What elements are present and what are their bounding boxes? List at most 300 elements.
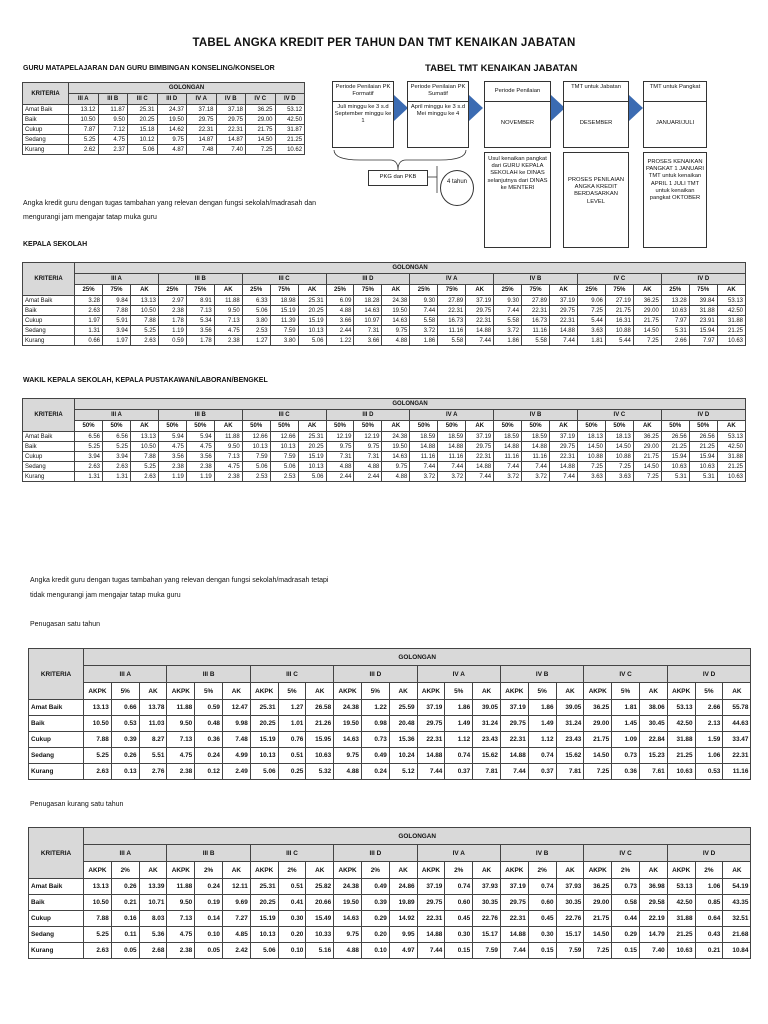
- table-cell: 7.88: [130, 316, 158, 326]
- table-cell: 2.63: [130, 472, 158, 482]
- criteria-label: Baik: [29, 895, 84, 911]
- table-cell: 9.50: [98, 115, 128, 125]
- table-cell: 5.58: [522, 336, 550, 346]
- subcolumn-header: AKPK: [417, 683, 445, 700]
- table-cell: 7.88: [130, 452, 158, 462]
- table-cell: 9.75: [334, 748, 362, 764]
- table-cell: 25.31: [250, 700, 278, 716]
- table-cell: 14.88: [466, 462, 494, 472]
- table-cell: 1.81: [577, 336, 605, 346]
- grade-header: IV D: [661, 410, 745, 421]
- table-cell: 42.50: [717, 306, 745, 316]
- pkg-pkb-box: PKG dan PKB: [368, 170, 428, 186]
- section-kurang-tahun-title: Penugasan kurang satu tahun: [30, 801, 124, 808]
- table-cell: 14.92: [389, 911, 417, 927]
- table-cell: 29.75: [550, 442, 578, 452]
- table-cell: 0.45: [528, 911, 556, 927]
- table-cell: 53.13: [717, 296, 745, 306]
- table-cell: 18.59: [494, 432, 522, 442]
- grade-header: IV C: [584, 666, 667, 683]
- table-cell: 1.86: [494, 336, 522, 346]
- table-cell: 0.45: [445, 911, 473, 927]
- table-cell: 1.27: [278, 700, 306, 716]
- table-cell: 1.31: [75, 326, 103, 336]
- table-cell: 3.63: [577, 472, 605, 482]
- table-cell: 7.25: [577, 462, 605, 472]
- table-cell: 3.66: [326, 316, 354, 326]
- grade-header: III A: [75, 274, 159, 285]
- table-row: [23, 105, 305, 115]
- table-row: [23, 326, 746, 336]
- table-cell: 22.31: [550, 452, 578, 462]
- subcolumn-header: AKPK: [250, 683, 278, 700]
- table-cell: 15.19: [298, 316, 326, 326]
- flow-box-tmt-jabatan: [563, 81, 629, 148]
- table-cell: 21.25: [717, 462, 745, 472]
- subcolumn-header: AK: [306, 683, 334, 700]
- table-cell: 42.50: [667, 895, 695, 911]
- table-cell: 2.37: [98, 145, 128, 155]
- table-cell: 22.31: [187, 125, 217, 135]
- table-cell: 4.88: [326, 306, 354, 316]
- subcolumn-header: 75%: [354, 285, 382, 296]
- table-cell: 3.72: [494, 326, 522, 336]
- table-cell: 9.50: [214, 306, 242, 316]
- grade-header: III A: [75, 410, 159, 421]
- subcolumn-header: AK: [298, 285, 326, 296]
- table-cell: 10.12: [128, 135, 158, 145]
- table-cell: 9.69: [222, 895, 250, 911]
- table-cell: 18.98: [270, 296, 298, 306]
- table-cell: 37.19: [417, 700, 445, 716]
- table-cell: 26.56: [689, 432, 717, 442]
- criteria-label: Sedang: [23, 326, 75, 336]
- subcolumn-header: AKPK: [84, 683, 112, 700]
- table-cell: 15.62: [556, 748, 584, 764]
- table-cell: 30.35: [473, 895, 501, 911]
- table-cell: 21.68: [723, 927, 751, 943]
- table-cell: 24.38: [382, 296, 410, 306]
- table-cell: 7.81: [473, 764, 501, 780]
- table-cell: 7.25: [584, 943, 612, 959]
- table-cell: 1.78: [186, 336, 214, 346]
- subcolumn-header: AKPK: [250, 862, 278, 879]
- table-cell: 5.58: [494, 316, 522, 326]
- subcolumn-header: AK: [550, 285, 578, 296]
- table-cell: 21.75: [584, 732, 612, 748]
- table-cell: 10.71: [139, 895, 167, 911]
- table-cell: 2.44: [326, 472, 354, 482]
- table-cell: 7.88: [84, 732, 112, 748]
- table-cell: 0.74: [528, 879, 556, 895]
- table-cell: 0.51: [278, 748, 306, 764]
- grade-header: III B: [98, 94, 128, 105]
- grade-header: IV B: [216, 94, 246, 105]
- table-cell: 2.97: [158, 296, 186, 306]
- table-cell: 10.50: [84, 716, 112, 732]
- table-cell: 29.75: [466, 442, 494, 452]
- table-cell: 29.00: [633, 306, 661, 316]
- subcolumn-header: AKPK: [584, 862, 612, 879]
- subcolumn-header: AK: [556, 683, 584, 700]
- table-cell: 0.36: [612, 764, 640, 780]
- table-cell: 14.88: [550, 462, 578, 472]
- table-cell: 7.13: [167, 911, 195, 927]
- table-cell: 7.44: [550, 472, 578, 482]
- table-cell: 13.13: [130, 296, 158, 306]
- table-cell: 4.85: [222, 927, 250, 943]
- grade-header: IV B: [494, 410, 578, 421]
- table-cell: 16.31: [605, 316, 633, 326]
- table-cell: 0.19: [195, 895, 223, 911]
- kurang-tahun-credit-table: [28, 827, 751, 959]
- table-cell: 14.50: [584, 927, 612, 943]
- subcolumn-header: AK: [723, 683, 751, 700]
- table-cell: 27.19: [605, 296, 633, 306]
- table-cell: 1.19: [158, 326, 186, 336]
- table-cell: 5.25: [84, 748, 112, 764]
- table-cell: 0.44: [612, 911, 640, 927]
- table-cell: 13.13: [84, 700, 112, 716]
- table-cell: 12.19: [326, 432, 354, 442]
- section-wakasek-title: WAKIL KEPALA SEKOLAH, KEPALA PUSTAKAWAN/LABORAN/BENGKEL: [23, 377, 268, 384]
- table-cell: 0.73: [612, 748, 640, 764]
- subcolumn-header: 50%: [186, 421, 214, 432]
- criteria-label: Baik: [23, 306, 75, 316]
- table-cell: 1.31: [103, 472, 131, 482]
- table-cell: 7.25: [584, 764, 612, 780]
- table-cell: 3.63: [577, 326, 605, 336]
- table-cell: 0.36: [195, 732, 223, 748]
- table-cell: 0.60: [445, 895, 473, 911]
- table-row: [23, 452, 746, 462]
- table-cell: 2.63: [84, 764, 112, 780]
- table-cell: 3.72: [410, 472, 438, 482]
- table-cell: 7.13: [214, 316, 242, 326]
- table-cell: 22.31: [466, 452, 494, 462]
- table-cell: 3.28: [75, 296, 103, 306]
- table-row: [29, 764, 751, 780]
- table-cell: 36.25: [584, 879, 612, 895]
- table-cell: 14.88: [438, 442, 466, 452]
- grade-header: IV C: [577, 410, 661, 421]
- table-cell: 20.25: [298, 306, 326, 316]
- table-cell: 7.44: [500, 764, 528, 780]
- table-cell: 25.31: [250, 879, 278, 895]
- table-cell: 14.62: [157, 125, 187, 135]
- subcolumn-header: 50%: [689, 421, 717, 432]
- subcolumn-header: AK: [473, 683, 501, 700]
- table-cell: 0.29: [361, 911, 389, 927]
- table-cell: 29.75: [500, 716, 528, 732]
- subcolumn-header: 50%: [522, 421, 550, 432]
- flow-box-tmt-jabatan-body: DESEMBER: [579, 120, 613, 126]
- grade-header: IV B: [500, 666, 583, 683]
- criteria-label: Cukup: [23, 125, 69, 135]
- table-cell: 5.25: [103, 442, 131, 452]
- table-cell: 36.25: [633, 432, 661, 442]
- table-cell: 7.87: [69, 125, 99, 135]
- table-cell: 3.66: [354, 336, 382, 346]
- flow-box-periode-body: NOVEMBER: [500, 120, 535, 126]
- subcolumn-header: 2%: [111, 862, 139, 879]
- table-cell: 5.31: [661, 472, 689, 482]
- table-cell: 15.94: [689, 452, 717, 462]
- table-cell: 10.88: [605, 326, 633, 336]
- table-cell: 2.66: [661, 336, 689, 346]
- table-cell: 1.27: [242, 336, 270, 346]
- table-cell: 7.59: [270, 326, 298, 336]
- table-cell: 13.39: [139, 879, 167, 895]
- subcolumn-header: 50%: [438, 421, 466, 432]
- subcolumn-header: 25%: [242, 285, 270, 296]
- table-cell: 10.88: [605, 452, 633, 462]
- subcolumn-header: AK: [633, 421, 661, 432]
- table-cell: 42.50: [275, 115, 305, 125]
- table-cell: 31.87: [275, 125, 305, 135]
- table-cell: 22.84: [639, 732, 667, 748]
- subcolumn-header: 50%: [75, 421, 103, 432]
- table-cell: 13.12: [69, 105, 99, 115]
- table-cell: 5.06: [298, 336, 326, 346]
- flow-box-tmt-pangkat-body: JANUARI/JULI: [655, 120, 695, 126]
- grade-header: IV D: [667, 666, 751, 683]
- table-cell: 0.49: [361, 748, 389, 764]
- table-cell: 0.10: [195, 927, 223, 943]
- table-cell: 10.88: [577, 452, 605, 462]
- table-cell: 0.39: [361, 895, 389, 911]
- table-cell: 22.76: [473, 911, 501, 927]
- flow-box-tmt-jabatan-header: TMT untuk Jabatan: [564, 82, 628, 102]
- table-cell: 7.40: [639, 943, 667, 959]
- grade-header: IV A: [417, 845, 500, 862]
- table-cell: 31.88: [667, 732, 695, 748]
- table-cell: 7.44: [410, 462, 438, 472]
- table-cell: 6.33: [242, 296, 270, 306]
- subcolumn-header: 75%: [522, 285, 550, 296]
- table-cell: 4.88: [326, 462, 354, 472]
- table-cell: 20.25: [250, 895, 278, 911]
- grade-header: IV C: [577, 274, 661, 285]
- table-cell: 0.30: [528, 927, 556, 943]
- table-cell: 14.87: [187, 135, 217, 145]
- table-cell: 11.88: [167, 879, 195, 895]
- table-cell: 0.76: [278, 732, 306, 748]
- table-cell: 14.88: [417, 927, 445, 943]
- grade-header: IV D: [667, 845, 751, 862]
- table-cell: 3.72: [522, 472, 550, 482]
- table-cell: 0.74: [445, 879, 473, 895]
- table-cell: 36.98: [639, 879, 667, 895]
- grade-header: III A: [69, 94, 99, 105]
- table-cell: 36.25: [246, 105, 276, 115]
- table-cell: 23.43: [556, 732, 584, 748]
- table-cell: 4.75: [167, 748, 195, 764]
- table-cell: 14.88: [466, 326, 494, 336]
- table-cell: 7.44: [494, 306, 522, 316]
- table-cell: 31.24: [473, 716, 501, 732]
- table-cell: 21.75: [605, 306, 633, 316]
- table-cell: 21.75: [633, 452, 661, 462]
- table-cell: 2.63: [130, 336, 158, 346]
- table-cell: 14.50: [605, 442, 633, 452]
- subcolumn-header: AK: [130, 285, 158, 296]
- table-cell: 22.31: [500, 732, 528, 748]
- table-cell: 29.75: [466, 306, 494, 316]
- table-cell: 0.11: [111, 927, 139, 943]
- table-cell: 2.53: [242, 472, 270, 482]
- table-cell: 15.18: [128, 125, 158, 135]
- table-cell: 0.25: [278, 764, 306, 780]
- table-cell: 7.13: [214, 452, 242, 462]
- table-cell: 5.36: [139, 927, 167, 943]
- table-cell: 38.06: [639, 700, 667, 716]
- subcolumn-header: 2%: [528, 862, 556, 879]
- subcolumn-header: AK: [222, 683, 250, 700]
- table-cell: 1.49: [445, 716, 473, 732]
- table-cell: 22.31: [723, 748, 751, 764]
- table-cell: 10.63: [689, 462, 717, 472]
- table-cell: 15.94: [689, 326, 717, 336]
- table-cell: 9.98: [222, 716, 250, 732]
- table-cell: 10.62: [275, 145, 305, 155]
- duration-circle: 4 tahun: [440, 170, 474, 206]
- table-cell: 4.88: [382, 472, 410, 482]
- table-cell: 15.23: [639, 748, 667, 764]
- table-cell: 11.87: [98, 105, 128, 115]
- grade-header: IV D: [275, 94, 305, 105]
- table-cell: 11.88: [167, 700, 195, 716]
- table-row: [29, 879, 751, 895]
- table-cell: 5.25: [69, 135, 99, 145]
- table-cell: 11.16: [410, 452, 438, 462]
- table-cell: 11.16: [522, 326, 550, 336]
- table-cell: 5.51: [139, 748, 167, 764]
- table-cell: 7.13: [186, 306, 214, 316]
- table-cell: 2.53: [242, 326, 270, 336]
- golongan-header: GOLONGAN: [84, 828, 751, 845]
- table-row: [23, 115, 305, 125]
- table-cell: 11.39: [270, 316, 298, 326]
- section-kepsek-title: KEPALA SEKOLAH: [23, 241, 88, 248]
- table-cell: 7.44: [466, 336, 494, 346]
- table-cell: 7.88: [103, 306, 131, 316]
- table-cell: 18.13: [605, 432, 633, 442]
- criteria-label: Amat Baik: [29, 879, 84, 895]
- table-cell: 10.63: [667, 764, 695, 780]
- subcolumn-header: AKPK: [167, 862, 195, 879]
- table-cell: 21.26: [306, 716, 334, 732]
- grade-header: III D: [334, 666, 417, 683]
- table-cell: 7.40: [216, 145, 246, 155]
- criteria-label: Sedang: [23, 135, 69, 145]
- subcolumn-header: 50%: [103, 421, 131, 432]
- table-cell: 25.82: [306, 879, 334, 895]
- table-cell: 5.94: [186, 432, 214, 442]
- subcolumn-header: 25%: [158, 285, 186, 296]
- subcolumn-header: 5%: [361, 683, 389, 700]
- table-cell: 29.00: [584, 895, 612, 911]
- table-cell: 5.44: [605, 336, 633, 346]
- subcolumn-header: AKPK: [334, 862, 362, 879]
- table-cell: 7.44: [438, 462, 466, 472]
- table-cell: 15.19: [270, 306, 298, 316]
- golongan-header: GOLONGAN: [75, 399, 746, 410]
- table-cell: 10.13: [250, 748, 278, 764]
- table-cell: 19.89: [389, 895, 417, 911]
- grade-header: III D: [326, 410, 410, 421]
- table-cell: 4.97: [389, 943, 417, 959]
- table-row: [23, 296, 746, 306]
- table-cell: 7.81: [556, 764, 584, 780]
- table-cell: 10.63: [661, 306, 689, 316]
- table-cell: 8.03: [139, 911, 167, 927]
- table-cell: 1.19: [158, 472, 186, 482]
- table-cell: 7.25: [605, 462, 633, 472]
- subcolumn-header: 2%: [195, 862, 223, 879]
- table-cell: 1.12: [528, 732, 556, 748]
- kriteria-header: KRITERIA: [23, 263, 75, 296]
- table-cell: 3.56: [186, 452, 214, 462]
- table-cell: 7.31: [354, 452, 382, 462]
- subcolumn-header: 25%: [661, 285, 689, 296]
- table-cell: 4.75: [158, 442, 186, 452]
- table-cell: 7.97: [661, 316, 689, 326]
- table-cell: 11.03: [139, 716, 167, 732]
- table-cell: 29.75: [550, 306, 578, 316]
- table-cell: 7.97: [689, 336, 717, 346]
- table-cell: 5.94: [158, 432, 186, 442]
- grade-header: IV A: [410, 410, 494, 421]
- subcolumn-header: 75%: [438, 285, 466, 296]
- subcolumn-header: 50%: [270, 421, 298, 432]
- table-cell: 7.31: [354, 326, 382, 336]
- criteria-label: Sedang: [29, 748, 84, 764]
- table-cell: 7.13: [167, 732, 195, 748]
- table-row: [29, 927, 751, 943]
- table-cell: 15.62: [473, 748, 501, 764]
- table-cell: 7.59: [556, 943, 584, 959]
- table-row: [29, 748, 751, 764]
- subcolumn-header: 50%: [577, 421, 605, 432]
- grade-header: IV A: [410, 274, 494, 285]
- table-cell: 0.73: [612, 879, 640, 895]
- table-cell: 18.59: [410, 432, 438, 442]
- table-cell: 7.44: [417, 943, 445, 959]
- table-cell: 24.38: [382, 432, 410, 442]
- table-cell: 0.24: [195, 748, 223, 764]
- table-row: [23, 125, 305, 135]
- subcolumn-header: 2%: [278, 862, 306, 879]
- table-row: [29, 911, 751, 927]
- table-cell: 8.27: [139, 732, 167, 748]
- table-cell: 36.25: [584, 700, 612, 716]
- table-cell: 29.00: [246, 115, 276, 125]
- golongan-header: GOLONGAN: [69, 83, 305, 94]
- table-cell: 22.31: [522, 306, 550, 316]
- subcolumn-header: 75%: [103, 285, 131, 296]
- subcolumn-header: 50%: [410, 421, 438, 432]
- criteria-label: Kurang: [29, 943, 84, 959]
- table-cell: 18.59: [438, 432, 466, 442]
- subcolumn-header: 50%: [158, 421, 186, 432]
- satu-tahun-credit-table: [28, 648, 751, 780]
- table-cell: 2.38: [167, 764, 195, 780]
- table-row: [23, 306, 746, 316]
- table-cell: 0.37: [445, 764, 473, 780]
- table-cell: 39.84: [689, 296, 717, 306]
- table-cell: 3.56: [158, 452, 186, 462]
